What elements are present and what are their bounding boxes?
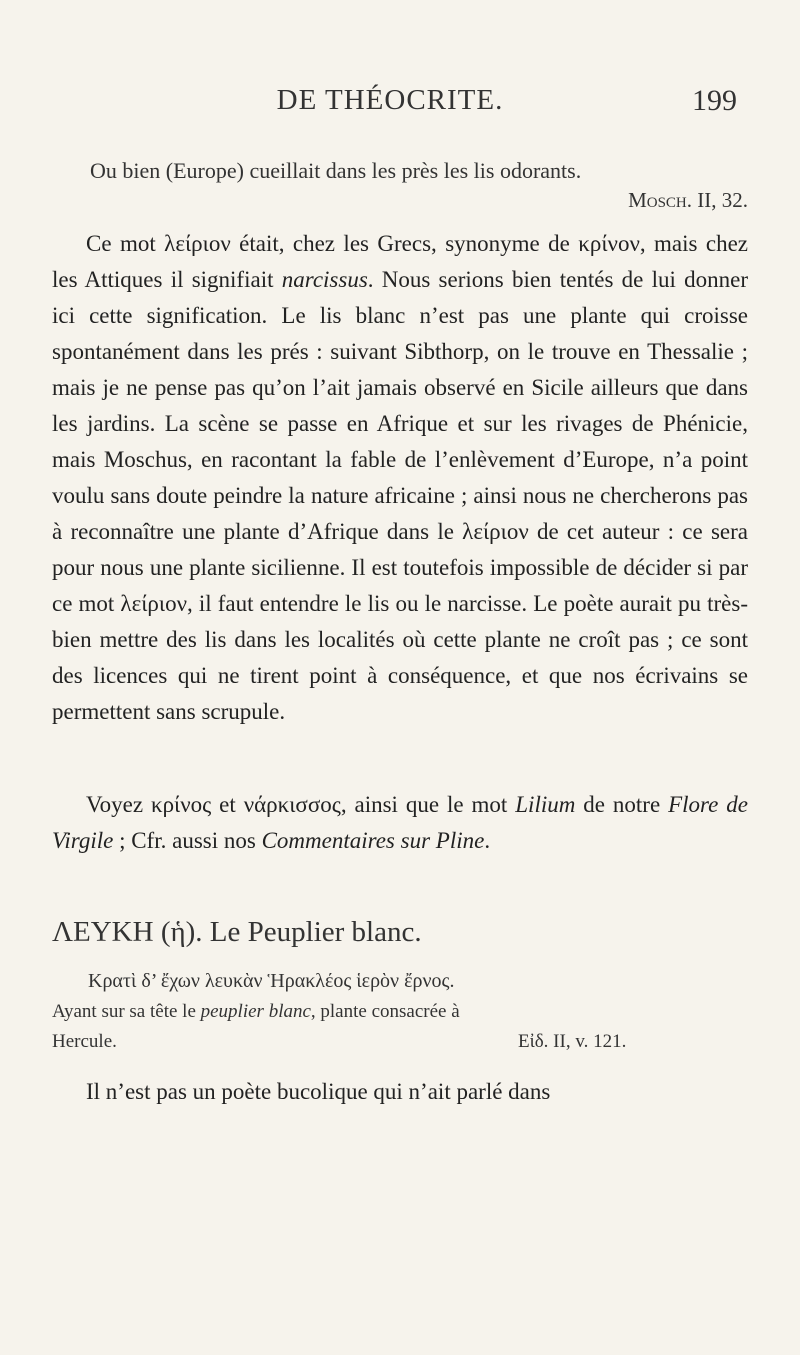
translation-italic: peuplier blanc <box>200 1001 311 1022</box>
section-heading: ΛΕΥΚΗ (ἡ). Le Peuplier blanc. <box>52 916 422 948</box>
paragraph-lily-text-1: Ce mot λείριον était, chez les Grecs, synonyme de κρίνον, mais chez les Attiques il signifiait <box>52 231 748 292</box>
paragraph-lily-italic: narcissus <box>281 267 368 292</box>
paragraph-lily <box>52 226 748 730</box>
translation <box>52 997 748 1057</box>
translation-line-2 <box>52 1027 748 1057</box>
paragraph-poplar: Il n’est pas un poète bucolique qui n’ait parlé dans <box>86 1079 551 1104</box>
greek-verse: Κρατὶ δ’ ἔχων λευκὰν Ἡρακλέος ἱερὸν ἔρνος. <box>88 970 455 992</box>
paragraph-references-text-3: ; Cfr. aussi nos <box>113 828 262 853</box>
paragraph-references-text-4: . <box>484 828 491 853</box>
paragraph-references-text-2: de notre <box>575 792 669 817</box>
paragraph-references-text-1: Voyez κρίνος et νάρκισσος, ainsi que le mot <box>86 792 516 817</box>
epigraph-reference: Mosch. II, 32. <box>628 188 748 212</box>
paragraph-references-italic-2: Flore de Virgile <box>52 792 748 853</box>
paragraph-lily-text-2: . Nous serions bien tentés de lui donner ici cette signification. Le lis blanc n’est pas une plante qui croisse spontanément dans les prés : suivant Sibthorp, on le trouve en Thessalie ; mais je ne pense pas qu’on l’ait jamais observé en Sicile ailleurs que dans les jardins. La scène se passe en Afrique et sur les rivages de Phénicie, mais Moschus, en racontant la fable de l’enlèvement d’Europe, n’a point voulu sans doute peindre la nature africaine ; ainsi nous ne chercherons pas à reconnaître une plante d’Afrique dans le λείριον de cet auteur : ce sera pour nous une plante sicilienne. Il est toutefois impossible de décider si par ce mot λείριον, il faut entendre le lis ou le narcisse. Le poète aurait pu très-bien mettre des lis dans les localités où cette plante ne croît pas ; ce sont des licences qui ne tirent point à conséquence, et que nos écrivains se permettent sans scrupule. <box>52 267 748 724</box>
paragraph-references-italic-3: Commentaires sur Pline <box>261 828 485 853</box>
translation-text-2: , plante consacrée à <box>310 1001 460 1022</box>
translation-text-3: Hercule. <box>52 1031 117 1052</box>
running-head: DE THÉOCRITE. <box>276 84 504 116</box>
translation-text-1: Ayant sur sa tête le <box>52 1001 201 1022</box>
translation-reference: Εἰδ. II, v. 121. <box>518 1031 627 1052</box>
paragraph-references-italic-1: Lilium <box>515 792 576 817</box>
paragraph-references <box>52 787 748 859</box>
page-number: 199 <box>692 84 737 117</box>
epigraph-quote: Ou bien (Europe) cueillait dans les près les lis odorants. <box>90 158 582 183</box>
translation-line-1 <box>52 997 748 1027</box>
